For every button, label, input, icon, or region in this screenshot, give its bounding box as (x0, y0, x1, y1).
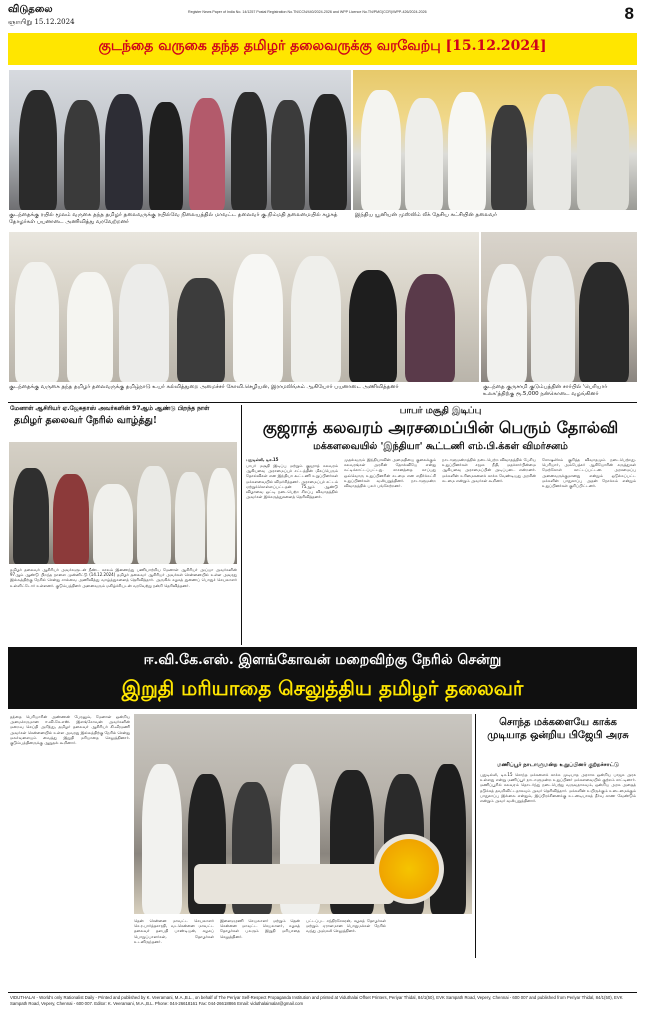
tribute-col3: இளைஞரணி செயலாளர் மற்றும் தென் சென்னை மாவட்ட செயலாளர், கழகத் தோழர்கள் பலரும் இறுதி மரியாதை செலுத்தினர். (220, 918, 300, 939)
left-article-body: தமிழர் தலைவர் ஆசிரியர் அவர்களுடன் நீண்ட காலம் இணைந்து பணியாற்றிய மேனாள் ஆசிரியர் அய்யா அவர்களின் 97ஆம் ஆண்டு பிறந்த நாளை முன்னிட்டு (14.12.2024) தமிழர் தலைவர் ஆசிரியர் அவர்கள் சென்னையில் உள்ள அவரது இல்லத்திற்கு நேரில் சென்று சால்வை அணிவித்து வாழ்த்துகளைத் தெரிவித்தார். அருகில் கழகத் துணைப் பொதுச் செயலாளர் உள்ளிட்டோர் உள்ளனர். குடும்பத்தினர் அனைவரும் மகிழ்ச்சியுடன் வரவேற்று நன்றி தெரிவித்தனர். (10, 567, 237, 588)
donation-photo (481, 232, 637, 382)
caption-row2-left: குடந்தைக்கு வருகை தந்த தமிழர் தலைவருக்கு தமிழ்நாடு உயர் கல்வித்துறை அமைச்சர் கோவி.செழியன், இராமலிங்கம் ஆகியோர் பயனாடை அணிவித்தனர் (9, 384, 399, 390)
masthead-row (8, 4, 638, 28)
bottom-banner-title: இறுதி மரியாதை செலுத்திய தமிழர் தலைவர் (121, 676, 524, 700)
right-article-col4: சோஷலிசம் குறித்த விவாதமும் நடைபெற்றது. பெரியார், அம்பேத்கர் ஆகியோரின் கருத்துகள் மேற்கோள் காட்டப்பட்டன. அரசமைப்பு அனைவருக்குமானது என்றும் ஒடுக்கப்பட்ட மக்களின் பாதுகாப்பு அதன் நோக்கம் என்றும் உறுப்பினர்கள் குறிப்பிட்டனர். (542, 457, 636, 489)
tribute-col2: தென் சென்னை மாவட்ட செயலாளர் செ.ர.பார்த்தசாரதி, வடசென்னை மாவட்ட தலைவர் தளபதி பாண்டியன், கழகப் பொறுப்பாளர்கள், தோழர்கள் உடனிருந்தனர். (134, 918, 214, 944)
side-article-header (479, 716, 637, 758)
side-article-subtitle: மணிப்பூர் நாடாளுமன்ற உறுப்பினர் குற்றச்சாட்டு (497, 762, 619, 768)
divider (8, 402, 637, 403)
bottom-banner (8, 647, 637, 709)
minister-welcome-photo (9, 232, 479, 382)
right-article-col1: பாபர் மசூதி இடிப்பு மற்றும் குஜராத் கலவரம் ஆகியவை அரசமைப்புச் சட்டத்தின் மிகப்பெரும் தோல்விகள் என இந்தியா கூட்டணி உறுப்பினர்கள் மக்களவையில் விமர்சித்தனர். அரசமைப்புச் சட்டம் ஏற்றுக்கொள்ளப்பட்டதன் 75ஆம் ஆண்டு விழாவை ஒட்டி நடைபெற்ற சிறப்பு விவாதத்தில் அவர்கள் இக்கருத்துகளைத் தெரிவித்தனர். (246, 463, 338, 500)
birthday-greeting-photo (9, 442, 237, 564)
right-article-kicker: பாபர் மசூதி இடிப்பு (399, 406, 482, 416)
vertical-divider-bottom (475, 714, 476, 958)
caption-row2-right: குடந்தை குருசாமி குடும்பத்தின் சார்பில் 'பெரியார் உலக'த்திற்கு ரூ.5,000 நன்கொடை வழங்கினர் (483, 384, 608, 397)
iuml-leader-photo (353, 70, 637, 210)
right-article-col3: நாடாளுமன்றத்தில் நடைபெற்ற விவாதத்தில் பேசிய உறுப்பினர்கள் சமூக நீதி, மதச்சார்பின்மை ஆகியவை அரசமைப்பின் அடிப்படை என்றனர். மக்களின் உரிமைகளைக் காக்க வேண்டியது அரசின் கடமை என்றும் அவர்கள் கூறினர். (442, 457, 536, 483)
top-banner-title: குடந்தை வருகை தந்த தமிழர் தலைவருக்கு வரவேற்பு [15.12.2024] (98, 38, 547, 54)
tribute-photo (134, 714, 472, 914)
tribute-col4: பட்டப்பட சந்திரசேகரன், கழகத் தோழர்கள் மற்றும் ஏராளமான பொதுமக்கள் நேரில் வந்து அஞ்சலி செலுத்தினர். (306, 918, 386, 934)
tribute-col1: தந்தை பெரியாரின் அண்ணன் பேரனும், மேனாள் ஒன்றிய அமைச்சருமான ஈ.வி.கே.எஸ். இளங்கோவன் அவர்களின் மறைவு செய்தி அறிந்து, தமிழர் தலைவர் ஆசிரியர் கி.வீரமணி அவர்கள் சென்னையில் உள்ள அவரது இல்லத்திற்கு நேரில் சென்று மலர்வளையம் வைத்து இறுதி மரியாதை செலுத்தினார். குடும்பத்தினருக்கு ஆறுதல் கூறினார். (10, 714, 130, 746)
right-article-title: குஜராத் கலவரம் அரசமைப்பின் பெரும் தோல்வி (262, 418, 619, 437)
registration-line: Register News Paper of India No. 14/1257 Postal Registration No.TN/CCN/440/2024-2026 and WPP Licence No.TN/PMG(CCR)/WPP-426/2024-2026 (188, 10, 427, 14)
vertical-divider (241, 405, 242, 645)
date-line: ஞாயிறு 15.12.2024 (8, 18, 75, 26)
right-article-dateline: புதுடில்லி, டிச.15 (246, 457, 279, 462)
side-article-title: சொந்த மக்களையே காக்க முடியாத ஒன்றிய பிஜேபி அரசு (487, 717, 629, 741)
right-article-subtitle: மக்களவையில் 'இந்தியா' கூட்டணி எம்.பி.க்கள் விமர்சனம் (313, 441, 568, 452)
footer-rule (8, 992, 637, 993)
welcome-photo-railway-station (9, 70, 351, 210)
side-article-body: புதுடில்லி, டிச.15 சொந்த மக்களைக் காக்க முடியாத அரசாக ஒன்றிய பாஜக அரசு உள்ளது என்று மணிப்பூர் நாடாளுமன்ற உறுப்பினர் மக்களவையில் குற்றம் சாட்டினார். மணிப்பூரில் கலவரம் தொடர்ந்து நடைபெற்று வருவதாகவும், ஒன்றிய அரசு அதைத் தடுக்கத் தவறிவிட்டதாகவும் அவர் தெரிவித்தார். மக்களின் உயிருக்கும் உடைமைக்கும் பாதுகாப்பு இல்லை என்றும், இப்பிரச்சினைக்கு உடனடியாகத் தீர்வு காண வேண்டும் என்றும் அவர் வலியுறுத்தினார். (480, 772, 636, 804)
bottom-banner-kicker: ஈ.வி.கே.எஸ். இளங்கோவன் மறைவிற்கு நேரில் சென்று (143, 652, 502, 668)
masthead: விடுதலை (8, 4, 53, 15)
left-article-kicker: மேனாள் ஆசிரியர் ஏ.ஜேசுதாஸ் அவர்களின் 97ஆம் ஆண்டு பிறந்த நாள் (10, 405, 210, 412)
footer-imprint: VIDUTHALAI - World's only Rationalist Daily - Printed and published by K. Veeramani, M.A.,B.L., on behalf of The Periyar Self-Respect Propaganda Institution and printed at Viduthalai Offset Printers, Periyar Thidal, 84/1(50), EVK Sampath Road, Vepery, Chennai - 600 007 and published from Periyar Thidal, 84/1(50), EVK Sampath Road, Vepery, Chennai - 600 007. Editor: K. Veeramani, M.A.,B.L. Phone: 044-26618161 Fax: 044-26618866 Email: viduthalaimalar@gmail.com (10, 995, 623, 1006)
caption-row1-right: இந்திய யூனியன் முஸ்லிம் லீக் தேசிய கட்சியின் தலைவர் (355, 212, 497, 218)
left-article-title: தமிழர் தலைவர் நேரில் வாழ்த்து! (14, 415, 158, 426)
page-number: 8 (624, 4, 634, 23)
top-banner (8, 33, 637, 65)
caption-row1-left: குடந்தைக்கு ரயில் மூலம் வருகை தந்த தமிழர் தலைவருக்கு ரயில்வே நிலையத்தில் மாவட்ட தலைவர் கு.நிம்மதி தலைமையில் கழகத் தோழர்கள் பயனாடை அணிவித்து வரவேற்றனர் (9, 212, 338, 225)
right-article-col2: முதல்வரும் இந்தியாவின் அமைதியை குலைக்கும் கலவரங்கள் அரசின் தோல்வியே என்று சுட்டிக்காட்டப்பட்டது. சாசனத்தை காப்பது ஒவ்வொரு உறுப்பினரின் கடமை என எதிர்க்கட்சி உறுப்பினர்கள் வலியுறுத்தினர். நாடாளுமன்ற விவாதத்தில் பலர் பங்கேற்றனர். (344, 457, 436, 489)
